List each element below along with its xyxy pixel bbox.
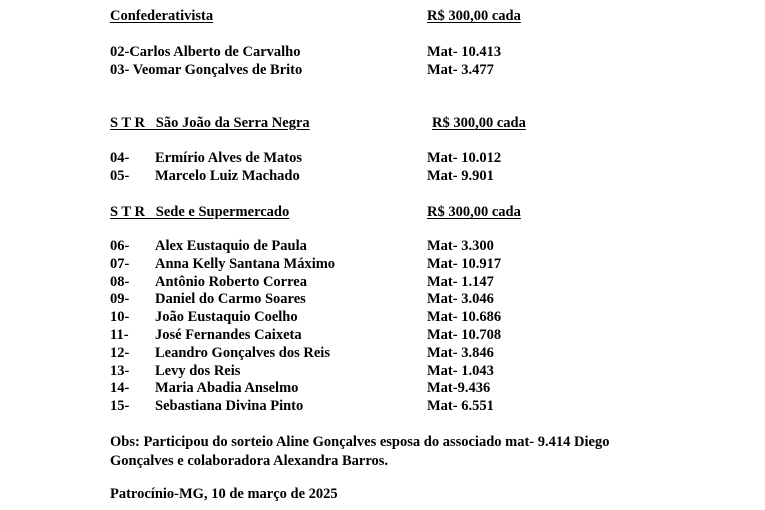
section2-row-mat: Mat- 9.901 (427, 168, 494, 184)
section3-row-num: 06- (110, 238, 130, 254)
section3-row-num: 09- (110, 291, 130, 307)
section1-row-mat: Mat- 10.413 (427, 44, 502, 60)
section2-header-left: S T R São João da Serra Negra (110, 115, 310, 131)
section3-row-name: Alex Eustaquio de Paula (155, 238, 307, 254)
section1-row-label: 03- Veomar Gonçalves de Brito (110, 62, 303, 78)
section3-row-name: José Fernandes Caixeta (155, 327, 302, 343)
section3-row-mat: Mat- 10.686 (427, 309, 502, 325)
section2-header-right: R$ 300,00 cada (432, 115, 526, 131)
section2-row-num: 04- (110, 150, 130, 166)
section3-row-num: 11- (110, 327, 129, 343)
section3-row-num: 10- (110, 309, 130, 325)
section3-header-left: S T R Sede e Supermercado (110, 204, 290, 220)
section2-row-mat: Mat- 10.012 (427, 150, 502, 166)
section1-header-right: R$ 300,00 cada (427, 8, 521, 24)
section3-row-name: Antônio Roberto Correa (155, 274, 307, 290)
section3-header-right: R$ 300,00 cada (427, 204, 521, 220)
section3-row-name: Daniel do Carmo Soares (155, 291, 306, 307)
section3-row-num: 12- (110, 345, 130, 361)
section3-row-name: Levy dos Reis (155, 363, 241, 379)
section3-row-mat: Mat- 3.046 (427, 291, 494, 307)
section3-row-name: Sebastiana Divina Pinto (155, 398, 304, 414)
section2-row-name: Ermírio Alves de Matos (155, 150, 302, 166)
section3-row-mat: Mat- 6.551 (427, 398, 494, 414)
obs-line-2: Gonçalves e colaboradora Alexandra Barros. (110, 453, 389, 469)
section3-row-name: Maria Abadia Anselmo (155, 380, 299, 396)
section3-row-mat: Mat- 3.846 (427, 345, 494, 361)
section3-row-mat: Mat-9.436 (427, 380, 491, 396)
place-date: Patrocínio-MG, 10 de março de 2025 (110, 486, 338, 502)
section1-header-left: Confederativista (110, 8, 214, 24)
section3-row-name: Anna Kelly Santana Máximo (155, 256, 336, 272)
section2-row-name: Marcelo Luiz Machado (155, 168, 300, 184)
section3-row-mat: Mat- 1.043 (427, 363, 494, 379)
section3-row-mat: Mat- 10.708 (427, 327, 502, 343)
section3-row-mat: Mat- 1.147 (427, 274, 494, 290)
obs-line-1: Obs: Participou do sorteio Aline Gonçalves esposa do associado mat- 9.414 Diego (110, 434, 610, 450)
section1-row-label: 02-Carlos Alberto de Carvalho (110, 44, 301, 60)
section3-row-num: 13- (110, 363, 130, 379)
section3-row-name: João Eustaquio Coelho (155, 309, 298, 325)
section3-row-num: 08- (110, 274, 130, 290)
section3-row-num: 07- (110, 256, 130, 272)
section3-row-num: 15- (110, 398, 130, 414)
section3-row-mat: Mat- 3.300 (427, 238, 494, 254)
section2-row-num: 05- (110, 168, 130, 184)
section3-row-num: 14- (110, 380, 130, 396)
section3-row-mat: Mat- 10.917 (427, 256, 502, 272)
section1-row-mat: Mat- 3.477 (427, 62, 494, 78)
section3-row-name: Leandro Gonçalves dos Reis (155, 345, 330, 361)
